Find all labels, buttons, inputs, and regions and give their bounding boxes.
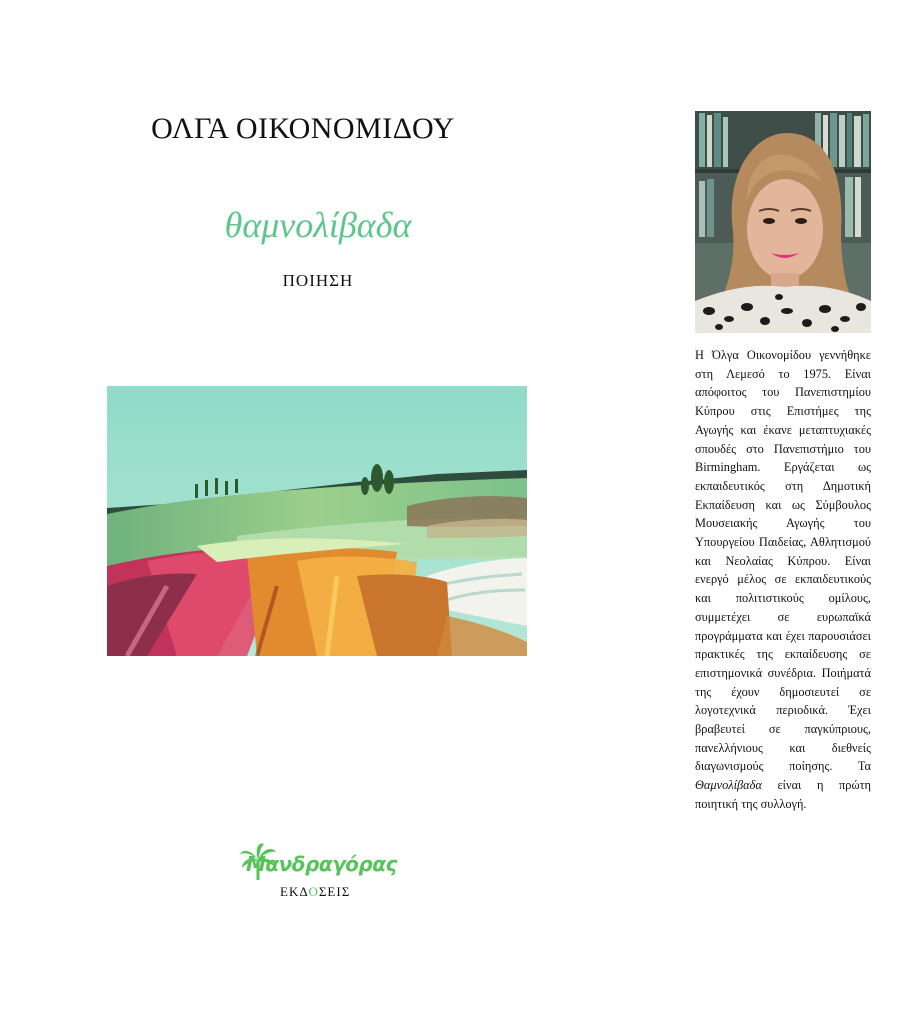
author-name: ΟΛΓΑ ΟΙΚΟΝΟΜΙΔΟΥ — [151, 112, 455, 145]
book-genre: ΠΟΙΗΣΗ — [282, 271, 354, 290]
publisher-name: Μανδραγόρας — [246, 852, 397, 876]
landscape-painting — [107, 386, 527, 656]
publisher-logo — [232, 838, 402, 908]
author-bio: Η Όλγα Οικονομίδου γεννήθηκε στη Λεμεσό το 1975. Είναι απόφοιτος του Πανεπιστημίου Κύπρου στις Επιστήμες της Αγωγής και έκανε μεταπτυχιακές σπουδές στο Πανεπιστήμιο του Birmingham. Εργάζεται ως εκπαιδευτικός στη Δημοτική Εκπαίδευση και ως Σύμβουλος Μουσειακής Αγωγής του Υπουργείου Παιδείας, Αθλητισμού και Νεολαίας Κύπρου. Είναι ενεργό μέλος σε εκπαιδευτικούς και πολιτιστικούς ομίλους, συμμετέχει σε ευρωπαϊκά προγράμματα και έχει παρουσιάσει πρακτικές της εκπαίδευσης σε επιστημονικά συνέδρια. Ποιήματά της έχουν δημοσιευτεί σε λογοτεχνικά περιοδικά. Έχει βραβευτεί σε παγκύπριους, πανελλήνιους και διεθνείς διαγωνισμούς ποίησης. Τα Θαμνολίβαδα είναι η πρώτη ποιητική της συλλογή. — [695, 348, 871, 811]
author-portrait — [695, 111, 871, 333]
publisher-subtitle: ΕΚΔΟΣΕΙΣ — [280, 884, 351, 899]
book-title: θαμνολίβαδα — [224, 205, 412, 245]
